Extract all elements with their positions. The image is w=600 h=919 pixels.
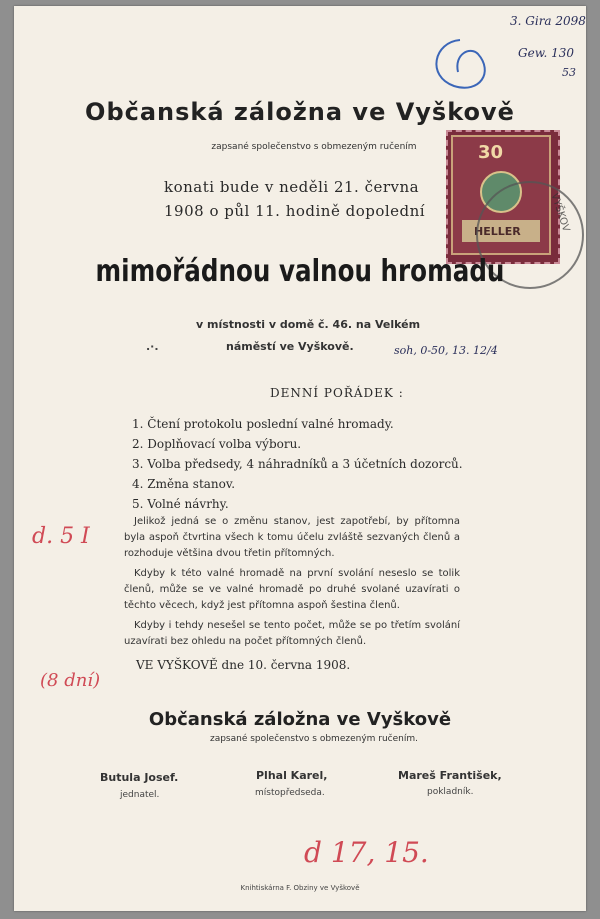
postmark-text: VYŠKOV [548, 191, 572, 234]
paragraph-quorum: Jelikož jedná se o změnu stanov, jest zapotřebí, by přítomna byla aspoň čtvrtina všech k tomu účelu zvláště sezvaných členů a rozhoduje většina dvou třetin přítomných. [124, 516, 460, 559]
agenda-item: 1. Čtení protokolu poslední valné hromady. [132, 417, 394, 431]
signatory-role: místopředseda. [255, 788, 325, 798]
announce-line-2: 1908 o půl 11. hodině dopolední [164, 202, 426, 220]
agenda-title: DENNÍ POŘÁDEK : [270, 386, 404, 400]
agenda-item: 4. Změna stanov. [132, 477, 236, 491]
location-dots: .·. [146, 340, 159, 353]
signatory-name: Plhal Karel, [256, 769, 328, 782]
date-line: VE VYŠKOVĚ dne 10. června 1908. [136, 658, 351, 672]
document-page [14, 6, 586, 911]
handwritten-note: soh, 0-50, 13. 12/4 [394, 344, 498, 357]
agenda-item: 2. Doplňovací volba výboru. [132, 437, 302, 451]
handwritten-red-note: d 17, 15. [304, 836, 429, 869]
paragraph-third-call: Kdyby i tehdy nesešel se tento počet, může se po třetím svolání uzavírati bez ohledu na počet přítomných členů. [124, 620, 460, 647]
footer-title: Občanská záložna ve Vyškově [148, 709, 452, 730]
stamp-currency: HELLER [474, 225, 521, 238]
signatory-name: Mareš František, [398, 769, 502, 782]
signatory-role: pokladník. [427, 787, 474, 797]
printer-imprint: Knihtiskárna F. Obziny ve Vyškově [240, 884, 360, 892]
blue-ink-loop-icon [424, 32, 520, 108]
agenda-item: 3. Volba předsedy, 4 náhradníků a 3 účetních dozorců. [132, 457, 463, 471]
handwritten-note: 53 [562, 66, 576, 79]
handwritten-note: Gew. 130 [518, 46, 575, 60]
location-line-2: náměstí ve Vyškově. [226, 340, 354, 353]
footer-subtitle: zapsané společenstvo s obmezeným ručením. [209, 734, 419, 744]
stamp-value: 30 [478, 142, 504, 163]
location-line-1: v místnosti v domě č. 46. na Velkém [196, 318, 421, 331]
document-subtitle: zapsané společenstvo s obmezeným ručením [211, 142, 417, 152]
handwritten-red-note: (8 dní) [40, 670, 101, 691]
handwritten-red-note: d. 5 I [32, 524, 90, 549]
signatory-name: Butula Josef. [100, 771, 179, 784]
paragraph-second-call: Kdyby k této valné hromadě na první svolání neseslo se tolik členů, může se ve valné hromadě po druhé svolané uzavírati o těchto věcech, když jest přítomna aspoň šestina členů. [124, 568, 460, 611]
signatory-role: jednatel. [120, 790, 160, 800]
agenda-item: 5. Volné návrhy. [132, 497, 229, 511]
meeting-headline: mimořádnou valnou hromadu [95, 254, 505, 289]
announce-line-1: konati bude v neděli 21. června [164, 178, 420, 196]
document-title: Občanská záložna ve Vyškově [85, 98, 515, 126]
handwritten-note: 3. Gira 2098 [510, 14, 586, 28]
